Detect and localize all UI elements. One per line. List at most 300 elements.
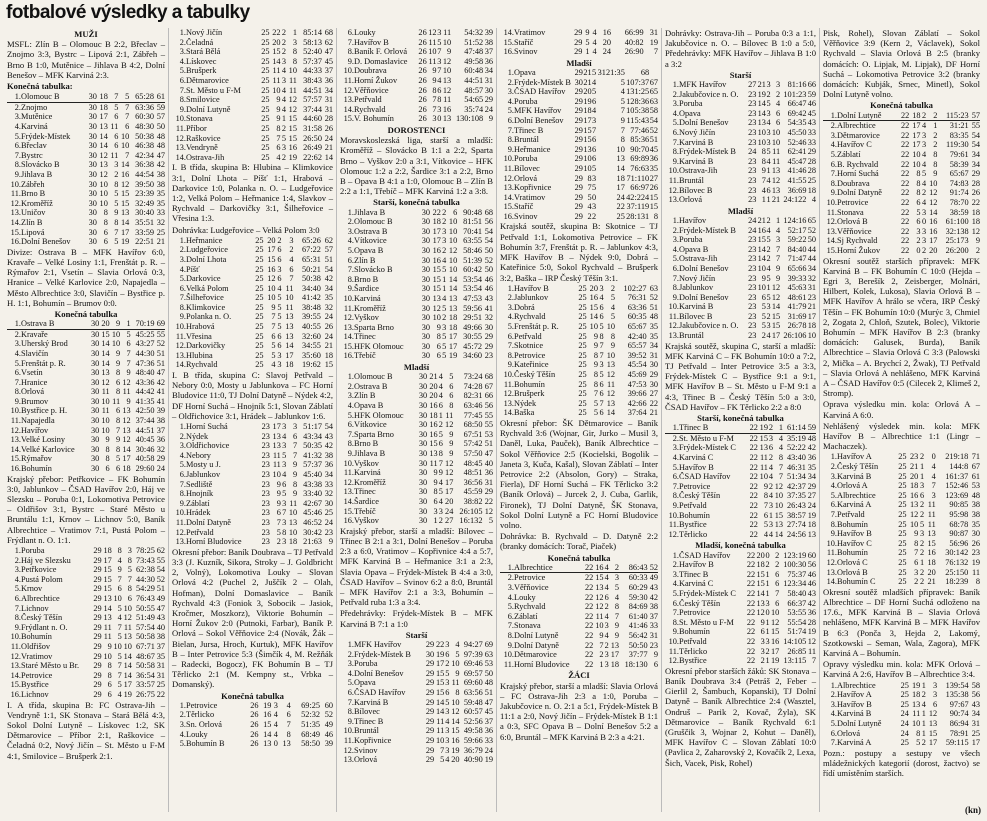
standings-cell: 6 [276, 143, 281, 153]
team-name: Kateřinice [514, 360, 549, 370]
standings-cell: 15 [288, 133, 297, 143]
standings-cell: 13 [272, 431, 281, 441]
standings-cell: 6 [114, 131, 119, 141]
standings-cell: 31:21 [949, 121, 969, 131]
standings-cell: 20 [272, 37, 281, 47]
standings-cell: 5. [14, 358, 21, 368]
standings-cell: 8 [914, 538, 919, 548]
standings-cell: 10 [757, 263, 766, 273]
standings-row [500, 650, 658, 660]
team-name: Frýdek-Místek B [679, 225, 736, 235]
standings-cell: 25 [156, 680, 165, 690]
standings-cell: 6 [103, 227, 108, 237]
standings-cell: 2 [610, 283, 616, 293]
standings-cell: 10 [113, 594, 122, 604]
standings-cell: 2 [919, 567, 925, 577]
team-name: Orlová B [837, 217, 868, 227]
standings-cell: 5 [282, 489, 287, 499]
standings-cell: 47 [156, 603, 165, 613]
standings-cell: 32 [324, 302, 333, 312]
team-name: Nový Jičín [679, 127, 716, 137]
standings-cell: 12. [175, 527, 186, 537]
standings-cell: 18 [807, 520, 816, 530]
standings-cell: 30 [418, 429, 428, 439]
standings-cell: 36:69 [787, 185, 807, 195]
standings-cell: 14 [101, 348, 110, 358]
standings-cell: 30 [418, 468, 428, 478]
standings-cell: 59:56 [463, 303, 483, 313]
standings-cell: 15 [103, 574, 112, 584]
standings-cell: 3. [347, 659, 354, 669]
standings-cell: 17 [120, 227, 130, 237]
standings-cell: 9 [914, 529, 919, 539]
standings-row [500, 38, 658, 48]
standings-cell: 13 [432, 293, 441, 303]
standings-cell: 17 [929, 236, 938, 246]
column-3 [337, 28, 497, 812]
standings-cell: 30 [88, 160, 97, 170]
standings-cell: 8. [14, 613, 21, 623]
standings-cell: 15 [263, 720, 272, 730]
standings-row [7, 604, 165, 614]
standings-cell: 6 [768, 443, 773, 453]
standings-cell: 44:51 [464, 75, 484, 85]
team-name: Karviná A [837, 500, 872, 510]
standings-cell: 9 [433, 477, 438, 487]
footnote: Pozn.: postupy a sestupy ve všech mládežnických kategorií (dorost, žactvo) se řídí umístěním starších. [823, 747, 980, 779]
standings-cell: 9 [271, 302, 276, 312]
standings-row [823, 681, 980, 691]
standings-cell: 22 [484, 496, 493, 506]
standings-cell: 21 [927, 577, 936, 587]
standings-cell: 30 [88, 169, 97, 179]
standings-cell: 61:40 [628, 611, 648, 621]
standings-cell: 41:32 [303, 450, 323, 460]
standings-row [665, 302, 816, 312]
standings-cell: 10. [826, 538, 837, 548]
standings-cell: 10. [10, 406, 21, 416]
standings-cell: 1 [765, 579, 770, 589]
standings-cell: 22 [900, 188, 910, 198]
standings-cell: 13:115 [783, 656, 807, 666]
standings-cell: 3 [282, 518, 287, 527]
divize-table [7, 319, 165, 474]
standings-row [823, 179, 980, 189]
standings-cell: 7 [914, 548, 919, 558]
standings-cell: 33 [649, 621, 658, 631]
standings-row [500, 322, 658, 332]
standings-cell: 30 [90, 425, 100, 435]
standings-cell: 10. [343, 66, 354, 76]
standings-cell: 6 [277, 245, 282, 255]
standings-cell: 30 [484, 322, 493, 332]
standings-cell: 6. [672, 472, 679, 482]
standings-row [665, 656, 816, 666]
standings-cell: 23 [748, 235, 757, 245]
standings-cell: 50:35 [303, 441, 323, 451]
standings-cell: 25 [898, 471, 907, 481]
standings-cell: 47 [324, 47, 333, 57]
standings-cell: 12. [668, 656, 679, 666]
standings-cell: 68 [324, 28, 333, 37]
team-name: Petrovice [186, 700, 218, 710]
standings-cell: 7. [14, 603, 21, 613]
standings-cell: 30 [90, 348, 100, 358]
standings-cell: 8 [653, 211, 658, 221]
standings-cell: 6 [599, 302, 604, 312]
standings-cell: 5 [442, 341, 447, 351]
standings-row [665, 293, 816, 303]
standings-cell: 17 [971, 738, 980, 748]
standings-cell: 50:38 [302, 274, 321, 284]
standings-row [172, 322, 333, 332]
team-name: Bohumín [514, 379, 545, 389]
standings-cell: 6. [507, 115, 514, 125]
standings-cell: 6 [761, 292, 766, 302]
standings-row [340, 47, 493, 57]
standings-cell: 12 [428, 28, 437, 37]
standings-cell: 23 [261, 470, 270, 480]
standings-cell: 11. [503, 163, 514, 173]
team-name: Bruntál [514, 135, 539, 145]
standings-row [172, 57, 333, 67]
standings-cell: 36 [324, 460, 333, 470]
standings-cell: 25 [255, 331, 264, 341]
standings-cell: 4 [281, 104, 286, 114]
standings-row [172, 153, 333, 163]
standings-cell: 25 [898, 538, 907, 548]
standings-cell: 30 [90, 416, 100, 426]
standings-cell: 21 [324, 341, 333, 351]
standings-cell: 3 [614, 573, 620, 583]
standings-cell: 2. [347, 381, 354, 391]
standings-cell: 9 [276, 498, 281, 508]
standings-cell: 15 [451, 726, 460, 736]
standings-row [340, 746, 493, 756]
team-name: Stonava [837, 207, 864, 217]
standings-cell: 4 [921, 197, 927, 207]
standings-cell: 19 [807, 627, 816, 637]
standings-cell: 9. [14, 396, 21, 406]
standings-cell: 26 [418, 28, 427, 37]
standings-cell: 22 [749, 462, 758, 472]
standings-cell: 31:58 [303, 123, 322, 133]
standings-cell: 29 [425, 668, 435, 678]
standings-cell: 23 [748, 292, 757, 302]
standings-cell: 8 [449, 401, 454, 411]
team-name: Brušperk [186, 66, 217, 76]
standings-cell: 31 [649, 631, 658, 641]
standings-cell: 43 [324, 431, 333, 441]
team-name: Horní Bludovice [186, 537, 242, 547]
standings-row [172, 143, 333, 153]
standings-cell: 1 [765, 617, 770, 627]
standings-cell: 30:42 [303, 527, 323, 537]
standings-cell: 18 [807, 321, 816, 331]
standings-cell: 25 [578, 398, 587, 408]
standings-cell: 4. [672, 108, 679, 118]
standings-row [665, 491, 816, 501]
standings-cell: 1 [921, 728, 926, 738]
standings-cell: 4. [14, 122, 21, 131]
standings-cell: 12 [451, 707, 460, 717]
standings-cell: 3 [933, 680, 938, 690]
standings-row [500, 341, 658, 351]
standings-cell: 13. [668, 195, 679, 205]
standings-cell: 3 [282, 498, 287, 508]
standings-cell: 6. [347, 28, 354, 37]
standings-cell: 2 [587, 211, 592, 221]
standings-row [340, 430, 493, 440]
ops2-results: Okresní přebor starších žáků: SK Stonava – Baník Doubrava 3:4 (Petráš 2, Feber – Gierlil 2, Šambuch, Kopanski), TJ Dolní Datyně – Baník Albrechtice 2:4 (Wasztel, Ondruš – Parik 2, Kovač, Żyla), SK Dětmarovice – Baník Rychvald 6:1 (Gruščik 3, Wojnar 2, Kohut – Daněl), MFK Havířov C – Slovan Záblatí 10:0 (Pavlica 2, Zaharovský 2, Kovačík 2, Lexa, Šich, Vacek, Pisk, Rohel) [665, 665, 816, 768]
a1b-results: I. A třída, skupina B: FC Ostrava-Jih – Vendryně 1:1, SK Stonava – Stará Bělá 4:3, Sokol Dolní Lutyně – Lískovec 1:2, SK Dětmarovice – Příbor 2:1, Raškovice – Čeladná 0:2, Nový Jičín – St. Město u F-M 4:1, Smilovice – Brušperk 2:1. [7, 699, 165, 761]
team-name: Mutěnice [21, 112, 53, 122]
standings-cell: 7. [179, 293, 186, 303]
standings-cell: 36 [484, 468, 493, 478]
standings-cell: 29 [807, 481, 816, 491]
standings-cell: 54 [971, 130, 980, 140]
standings-cell: 8 [593, 379, 598, 389]
standings-cell: 6 [599, 312, 604, 322]
team-name: Český Těšín [679, 491, 721, 501]
standings-cell: 12. [175, 341, 186, 351]
standings-cell: 54 [324, 422, 333, 432]
standings-row [823, 577, 980, 587]
standings-cell: 32 [156, 217, 165, 227]
standings-cell: 29 [574, 28, 583, 37]
standings-cell: 23 [261, 441, 270, 451]
standings-cell: 39:55 [302, 312, 321, 322]
standings-cell: 9 [446, 47, 452, 57]
standings-cell: 30 [421, 274, 430, 284]
standings-cell: 2 [277, 235, 282, 245]
standings-cell: 51 [156, 358, 165, 368]
team-name: Znojmo [21, 102, 48, 112]
standings-cell: 42 [649, 592, 658, 602]
standings-row [7, 378, 165, 388]
standings-cell: 10 [606, 322, 616, 332]
standings-cell: 1 [442, 274, 447, 284]
standings-cell: 3 [114, 160, 119, 170]
team-name: Bílovec [514, 163, 540, 173]
standings-cell: 36 [324, 75, 333, 85]
standings-cell: 16 [771, 636, 780, 646]
standings-cell: 26 [418, 56, 427, 66]
standings-cell: 7 [276, 518, 281, 527]
standings-row [172, 470, 333, 480]
dor-senior-title: Starší, konečná tabulka [373, 197, 460, 208]
standings-cell: 25 [255, 264, 264, 274]
standings-cell: 13. [343, 95, 354, 105]
standings-cell: 81:16 [787, 80, 807, 90]
standings-cell: 15 [589, 302, 598, 312]
standings-cell: 6 [916, 197, 921, 207]
standings-cell: 34 [649, 341, 658, 351]
standings-cell: 5 [114, 102, 119, 112]
team-name: Petřvald [837, 509, 865, 519]
team-name: Frýdlant n. O. [21, 622, 68, 632]
standings-cell: 1 [766, 166, 771, 176]
standings-cell: 35 [649, 322, 658, 332]
standings-cell: 7 [620, 106, 625, 116]
standings-cell: 36:79 [463, 745, 483, 755]
standings-cell: 30 [574, 77, 583, 87]
standings-cell: 9 [276, 114, 281, 124]
team-name: Český Těšín [679, 598, 721, 608]
standings-cell: 29 [574, 96, 583, 106]
standings-cell: 18 [288, 537, 298, 547]
standings-row [500, 573, 658, 583]
standings-cell: 4. [672, 453, 679, 463]
standings-row [172, 489, 333, 499]
standings-cell: 30 [90, 406, 100, 416]
standings-cell: 38 [971, 509, 980, 519]
standings-cell: 9. [179, 498, 186, 508]
standings-row [823, 529, 980, 539]
standings-row [340, 497, 493, 507]
standings-cell: 2 [766, 89, 771, 99]
standings-cell: 30 [421, 351, 430, 361]
standings-row [500, 202, 658, 212]
standings-cell: 22 [432, 207, 441, 217]
standings-cell: 14 [448, 284, 458, 294]
standings-cell: 44:51 [135, 425, 155, 435]
standings-cell: 13 [263, 739, 272, 749]
standings-cell: 14 [123, 670, 132, 680]
team-name: Český Těšín [514, 370, 556, 380]
standings-cell: 71:110 [626, 173, 650, 183]
dor-younger-title: Mladší [403, 362, 430, 373]
standings-cell: 4 [763, 529, 768, 539]
standings-cell: 18 [971, 207, 980, 217]
standings-cell: 22 [900, 140, 910, 150]
standings-cell: 2 [921, 188, 927, 198]
standings-row [340, 459, 493, 469]
standings-cell: 38:59 [949, 207, 969, 217]
standings-cell: 100:30 [783, 560, 807, 570]
standings-cell: 3. [347, 391, 354, 401]
standings-cell: 4 [610, 302, 616, 312]
standings-cell: 14 [120, 160, 130, 170]
standings-row [7, 632, 165, 642]
standings-row [665, 570, 816, 580]
standings-row [172, 422, 333, 432]
divize-table-title: Konečná tabulka [54, 308, 118, 319]
standings-cell: 18 [807, 185, 816, 195]
standings-cell: 25 [898, 557, 907, 567]
team-name: Poruba [21, 546, 45, 556]
standings-cell: 12 [288, 104, 297, 114]
standings-cell: 69:25 [301, 700, 321, 710]
standings-cell: 9 [126, 368, 131, 378]
standings-cell: 6 [107, 689, 112, 699]
standings-cell: 6. [14, 141, 21, 151]
standings-cell: 3 [437, 56, 442, 66]
standings-cell: 7 [116, 425, 121, 435]
team-name: Vsetín [21, 368, 43, 378]
standings-cell: 29 [93, 670, 102, 680]
standings-cell: 14. [503, 408, 514, 418]
standings-row [7, 319, 165, 329]
standings-row [340, 678, 493, 688]
team-name: Bílovec [354, 707, 380, 717]
standings-row [500, 284, 658, 294]
team-name: St. Město u F-M [186, 85, 241, 95]
standings-cell: 60 [324, 700, 333, 710]
standings-cell: 30 [421, 255, 430, 265]
standings-cell: 90:48 [463, 207, 483, 217]
standings-cell: 15 [757, 235, 766, 245]
standings-row [7, 122, 165, 132]
standings-cell: 78:91 [949, 728, 969, 738]
standings-row [7, 339, 165, 349]
standings-cell: 14 [774, 529, 784, 539]
standings-cell: 23 [748, 302, 757, 312]
standings-cell: 54:29 [135, 584, 155, 594]
kp-results: Krajský přebor: Petřkovice – FK Bohumín 3:0, Jablunkov – ČSAD Havířov 2:0, Háj ve Slezsku – Poruba 0:1, Lokomotiva Petrovice – Oldřišov 3:1, Bystrc – Staré Město u Bruntálu 1:1, Krnov – Lichnov 5:0, Baník Albrechtice – Vratimov 7:1, Pustá Polom – Frýdlant n. O. 1:1. [7, 473, 165, 545]
standings-cell: 14 [120, 217, 130, 227]
team-name: Havířov B [837, 529, 872, 539]
standings-row [172, 47, 333, 57]
standings-cell: 11 [110, 150, 119, 160]
standings-cell: 1 [933, 121, 938, 131]
standings-cell: 13 [99, 160, 108, 170]
standings-row [7, 623, 165, 633]
standings-cell: 22 [746, 656, 756, 666]
standings-cell: 35 [156, 651, 165, 661]
standings-row [665, 618, 816, 628]
col6-top-results: Pisk, Rohel), Slovan Záblatí – Sokol Věřňovice 3:9 (Kern 2, Václavek), Sokol Rychvald – Slavia Orlová B 2:5 (branky domácích: O. Lipjak, M. Lipjak), DF Horní Suchá – Lokomotiva Petrovice 3:2 (branky domácích: Kubják, Srnec, Minetl), Sokol Dolní Lutyně volno. [823, 28, 980, 100]
standings-cell: 5. [347, 678, 354, 688]
standings-cell: 3. [672, 235, 679, 245]
team-name: Stonava [514, 621, 541, 631]
standings-cell: 76:63 [630, 163, 650, 173]
standings-cell: 2 [768, 481, 773, 491]
standings-cell: 90:74 [949, 709, 969, 719]
standings-cell: 14. [10, 217, 21, 227]
team-name: Jihlava B [354, 207, 386, 217]
standings-cell: 30 [421, 303, 430, 313]
standings-cell: 30 [418, 487, 428, 497]
standings-cell: 17 [610, 650, 620, 660]
opsh-extra: Dohrávka: B. Rychvald – D. Datyně 2:2 (branky domácích: Torač, Piaček) [500, 531, 658, 552]
standings-cell: 10 [428, 47, 437, 57]
standings-cell: 4 [921, 121, 927, 131]
team-name: MFK Havířov [354, 640, 402, 649]
standings-cell: 2 [761, 331, 766, 341]
standings-cell: 10 [99, 189, 108, 199]
team-name: Brno B [21, 189, 46, 199]
standings-cell: 12 [595, 602, 604, 612]
standings-cell: 6 [449, 381, 454, 391]
standings-cell: 25 [255, 245, 264, 255]
standings-cell: 65:67 [949, 169, 969, 179]
standings-cell: 3 [919, 481, 925, 491]
standings-cell: 26 [324, 123, 333, 133]
standings-cell: 4 [775, 225, 781, 235]
team-name: Frýdek-Místek C [679, 588, 736, 598]
standings-cell: 6 [604, 592, 609, 602]
standings-cell: 30 [421, 332, 430, 342]
standings-cell: 12 [267, 274, 276, 284]
standings-cell: 6 [775, 598, 780, 608]
team-name: Havířov C [837, 538, 872, 548]
standings-cell: 29:51 [463, 313, 483, 323]
standings-cell: 2 [281, 28, 286, 37]
standings-cell: 34 [324, 85, 333, 95]
standings-cell: 5 [761, 302, 766, 312]
standings-cell: 6 [436, 351, 441, 361]
